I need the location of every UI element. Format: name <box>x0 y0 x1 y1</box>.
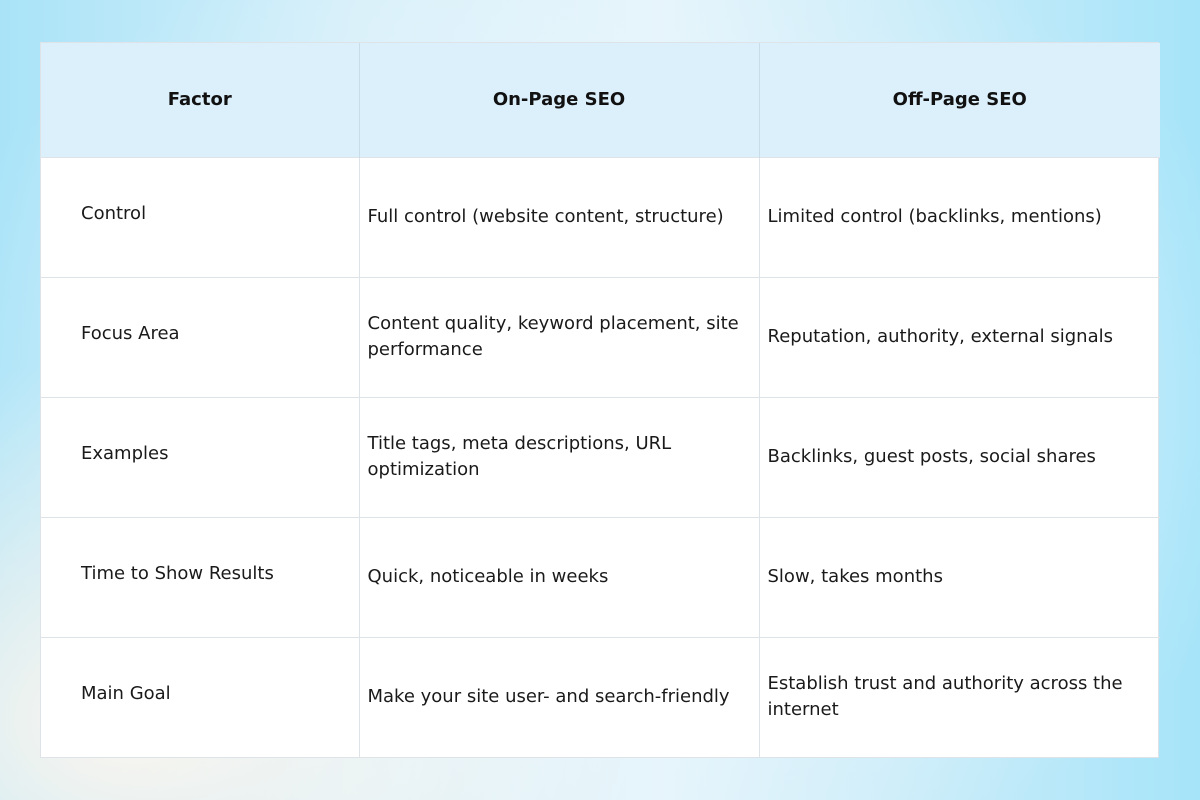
factor-cell: Main Goal <box>41 637 359 757</box>
table-row <box>41 397 1160 517</box>
header-off-page-seo: Off-Page SEO <box>759 43 1160 157</box>
table-header <box>41 43 1160 157</box>
comparison-table <box>41 43 1160 757</box>
factor-cell: Control <box>41 157 359 277</box>
off-page-cell: Establish trust and authority across the internet <box>759 637 1160 757</box>
factor-cell: Focus Area <box>41 277 359 397</box>
on-page-cell: Quick, noticeable in weeks <box>359 517 759 637</box>
factor-cell: Examples <box>41 397 359 517</box>
on-page-cell: Content quality, keyword placement, site performance <box>359 277 759 397</box>
header-row <box>41 43 1160 157</box>
off-page-cell: Reputation, authority, external signals <box>759 277 1160 397</box>
off-page-cell: Backlinks, guest posts, social shares <box>759 397 1160 517</box>
table-body <box>41 157 1160 757</box>
table-row <box>41 157 1160 277</box>
on-page-cell: Full control (website content, structure) <box>359 157 759 277</box>
header-factor: Factor <box>41 43 359 157</box>
on-page-cell: Make your site user- and search-friendly <box>359 637 759 757</box>
seo-comparison-table <box>40 42 1159 758</box>
header-on-page-seo: On-Page SEO <box>359 43 759 157</box>
table-row <box>41 637 1160 757</box>
table-row <box>41 517 1160 637</box>
table-row <box>41 277 1160 397</box>
on-page-cell: Title tags, meta descriptions, URL optimization <box>359 397 759 517</box>
off-page-cell: Limited control (backlinks, mentions) <box>759 157 1160 277</box>
factor-cell: Time to Show Results <box>41 517 359 637</box>
off-page-cell: Slow, takes months <box>759 517 1160 637</box>
